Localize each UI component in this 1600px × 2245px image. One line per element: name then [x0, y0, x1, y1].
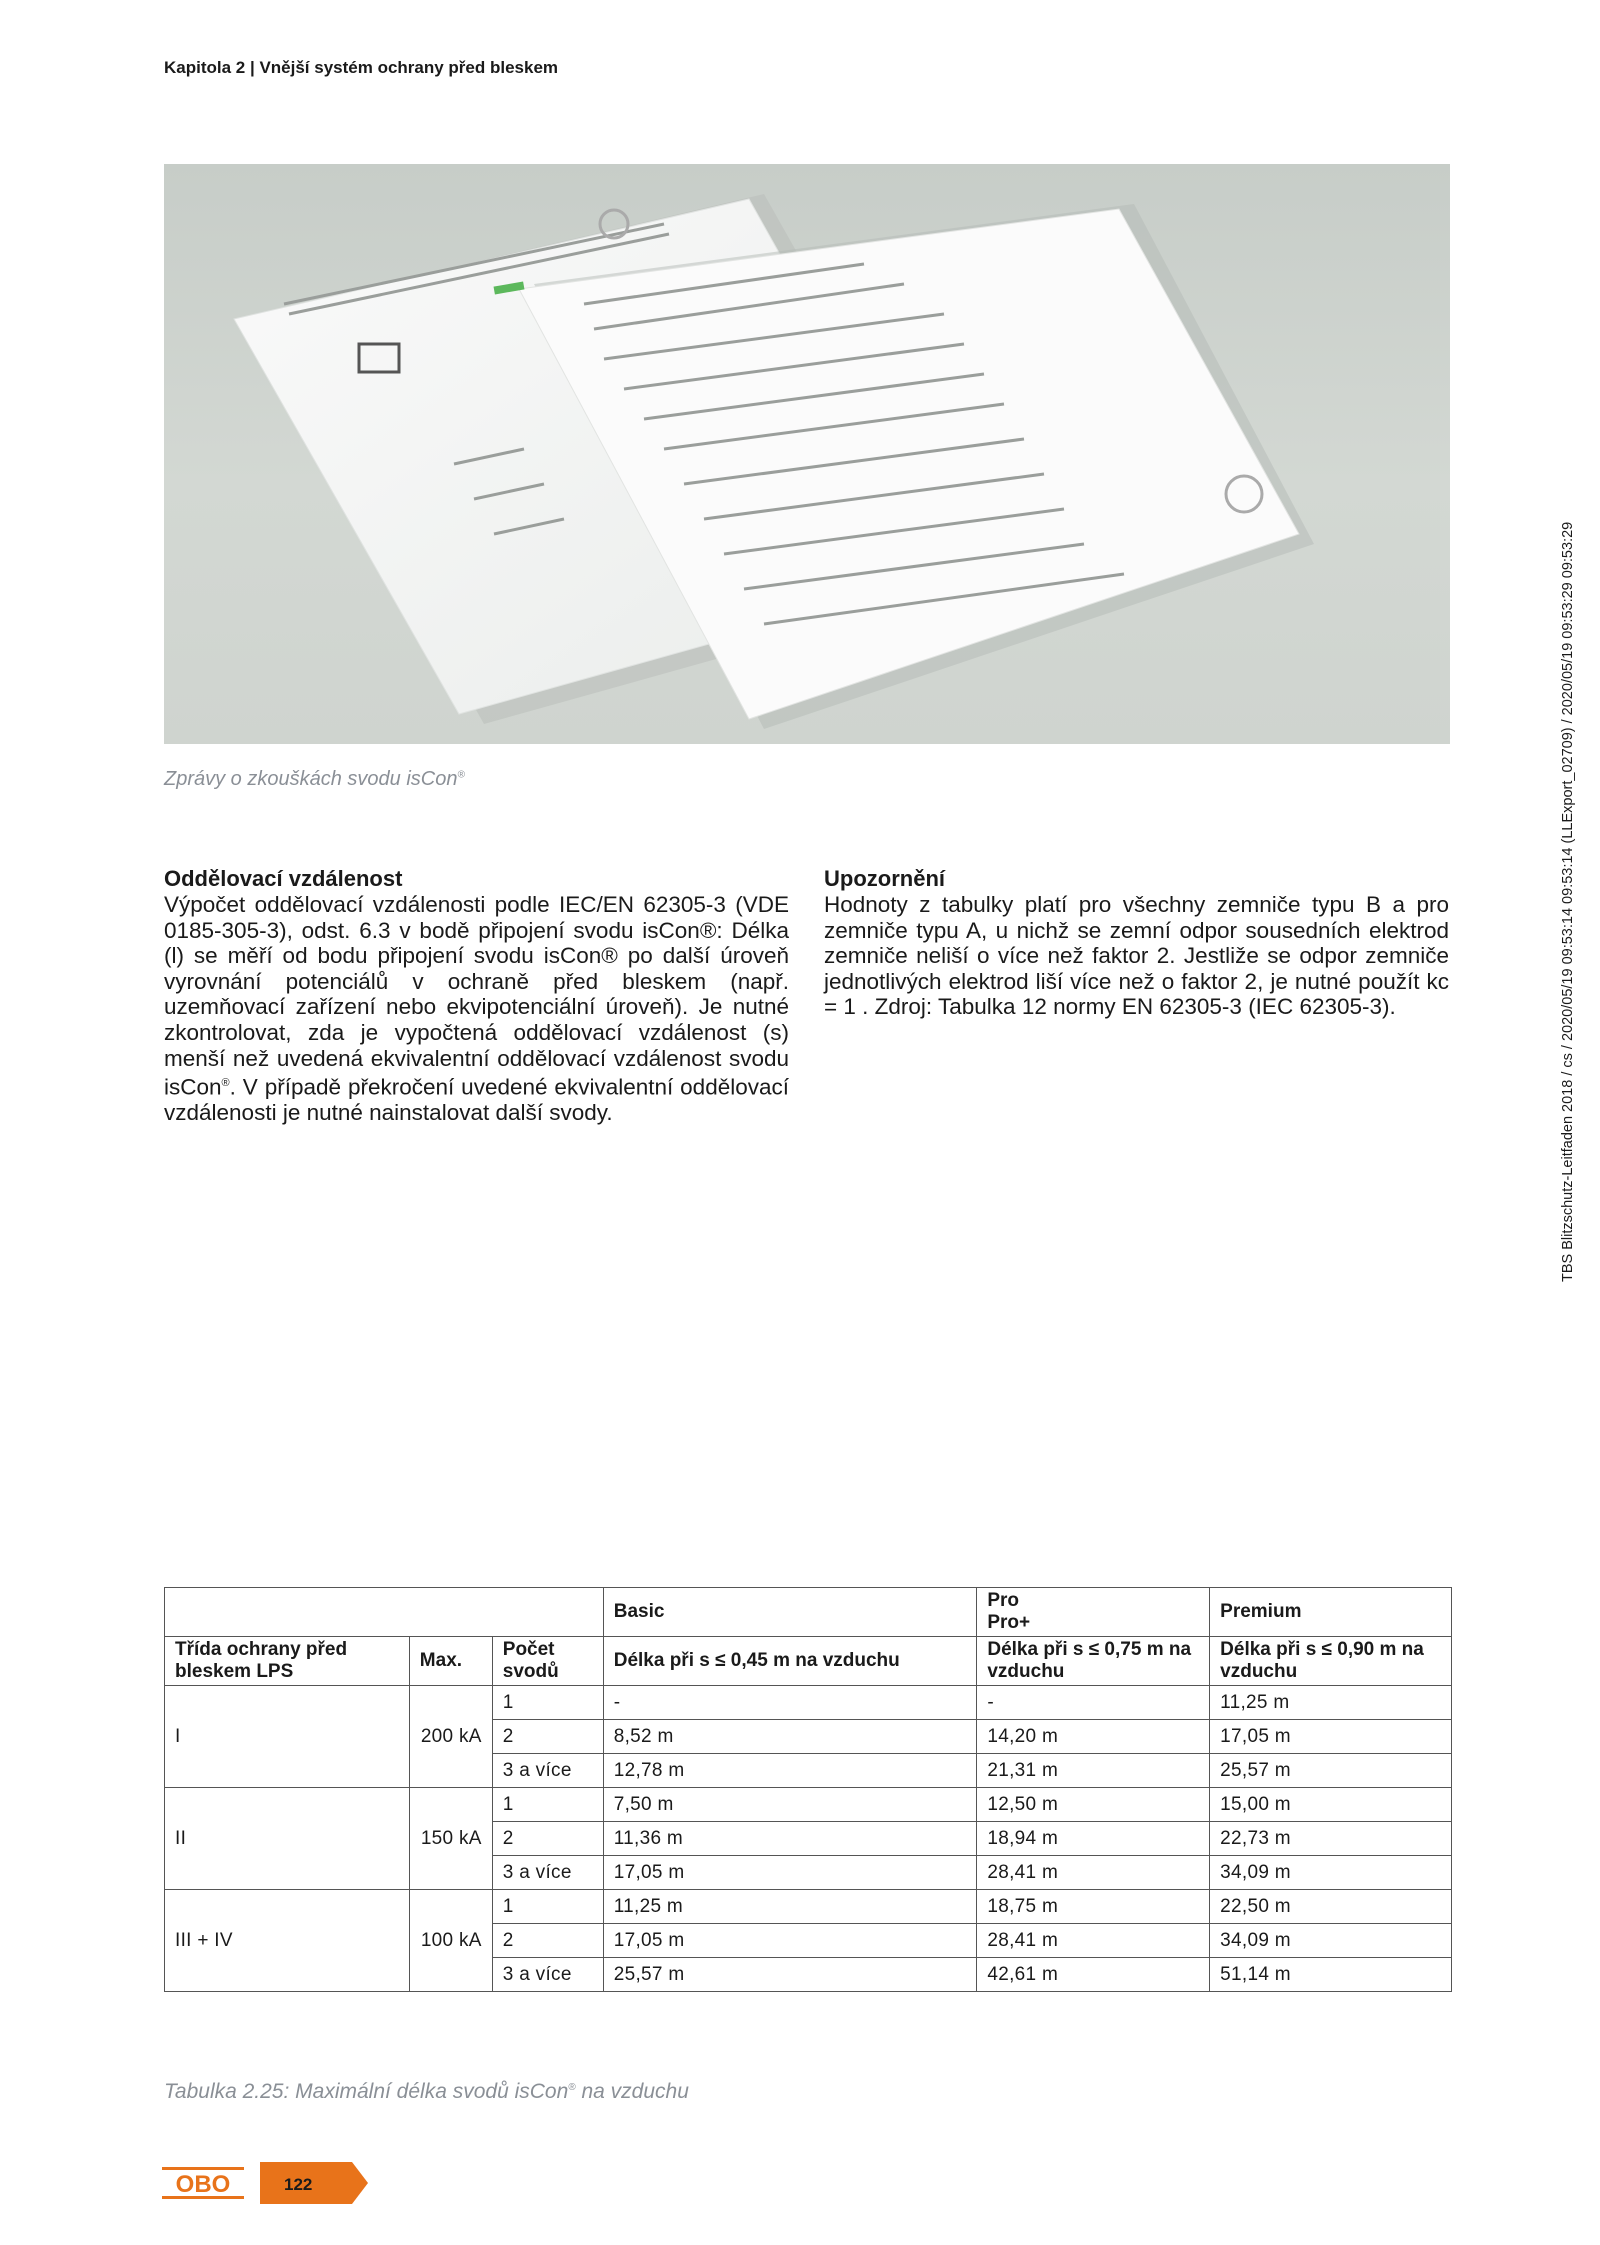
group-header-basic: Basic: [603, 1588, 977, 1637]
basic-cell: 11,36 m: [603, 1822, 977, 1856]
pro-cell: 42,61 m: [977, 1958, 1210, 1992]
table-row: [165, 1686, 1452, 1720]
pro-cell: 18,75 m: [977, 1890, 1210, 1924]
premium-cell: 22,73 m: [1210, 1822, 1452, 1856]
count-cell: 2: [492, 1822, 603, 1856]
max-current-cell: 150 kA: [409, 1788, 492, 1890]
pro-cell: 28,41 m: [977, 1856, 1210, 1890]
pro-cell: -: [977, 1686, 1210, 1720]
count-cell: 1: [492, 1890, 603, 1924]
table-caption: Tabulka 2.25: Maximální délka svodů isCon® na vzduchu: [164, 2080, 689, 2103]
table-empty-corner: [165, 1588, 604, 1637]
col-header-pro: Délka při s ≤ 0,75 m na vzduchu: [977, 1637, 1210, 1686]
pro-cell: 21,31 m: [977, 1754, 1210, 1788]
pro-cell: 14,20 m: [977, 1720, 1210, 1754]
table-row: [165, 1788, 1452, 1822]
count-cell: 1: [492, 1686, 603, 1720]
count-cell: 2: [492, 1720, 603, 1754]
separation-distance-text: Výpočet oddělovací vzdálenosti podle IEC/EN 62305-3 (VDE 0185-305-3), odst. 6.3 v bodě připojení svodu isCon®: Délka (l) se měří od bodu připojení svodu isCon® po další úroveň vyrovnání potenciálů v ochraně před bleskem (např. uzemňovací zařízení nebo ekvipotenciální úroveň). Je nutné zkontrolovat, zda je vypočtená oddělovací vzdálenost (s) menší než uvedená ekvivalentní oddělovací vzdálenost svodu isCon®. V případě překročení uvedené ekvivalentní oddělovací vzdálenosti je nutné nainstalovat další svody.: [164, 892, 789, 1126]
basic-cell: 8,52 m: [603, 1720, 977, 1754]
page-badge-shape: [260, 2162, 370, 2204]
svg-text:OBO: OBO: [175, 2171, 231, 2198]
premium-cell: 51,14 m: [1210, 1958, 1452, 1992]
test-reports-illustration: [164, 164, 1450, 744]
page-number: 122: [284, 2175, 313, 2194]
lps-class-cell: I: [165, 1686, 410, 1788]
max-current-cell: 100 kA: [409, 1890, 492, 1992]
count-cell: 1: [492, 1788, 603, 1822]
col-header-count: Počet svodů: [492, 1637, 603, 1686]
lps-class-cell: II: [165, 1788, 410, 1890]
max-length-table: [164, 1587, 1452, 1992]
photo-caption: Zprávy o zkouškách svodu isCon®: [164, 768, 465, 790]
basic-cell: 17,05 m: [603, 1924, 977, 1958]
col-header-lps: Třída ochrany před bleskem LPS: [165, 1637, 410, 1686]
basic-cell: -: [603, 1686, 977, 1720]
notice-text: Hodnoty z tabulky platí pro všechny zemniče typu B a pro zemniče typu A, u nichž se zemní odpor sousedních elektrod zemniče neliší o více než faktor 2. Jestliže se odpor zemniče jednotlivých elektrod liší více než o faktor 2, je nutné použít kc = 1 . Zdroj: Tabulka 12 normy EN 62305-3 (IEC 62305-3).: [824, 892, 1449, 1020]
basic-cell: 17,05 m: [603, 1856, 977, 1890]
separation-distance-section: [164, 866, 789, 1126]
col-header-basic: Délka při s ≤ 0,45 m na vzduchu: [603, 1637, 977, 1686]
max-current-cell: 200 kA: [409, 1686, 492, 1788]
basic-cell: 12,78 m: [603, 1754, 977, 1788]
obo-logo-icon: [160, 2163, 246, 2203]
obo-logo: [160, 2163, 246, 2208]
count-cell: 2: [492, 1924, 603, 1958]
notice-section: [824, 866, 1449, 1020]
count-cell: 3 a více: [492, 1754, 603, 1788]
lps-class-cell: III + IV: [165, 1890, 410, 1992]
premium-cell: 25,57 m: [1210, 1754, 1452, 1788]
basic-cell: 7,50 m: [603, 1788, 977, 1822]
separation-distance-heading: Oddělovací vzdálenost: [164, 866, 403, 891]
premium-cell: 17,05 m: [1210, 1720, 1452, 1754]
premium-cell: 34,09 m: [1210, 1856, 1452, 1890]
print-metadata-sidenote: TBS Blitzschutz-Leitfaden 2018 / cs / 2020/05/19 09:53:14 09:53:14 (LLExport_02709) / 2020/05/19 09:53:29 09:53:29: [1560, 521, 1576, 1282]
table-row: [165, 1890, 1452, 1924]
group-header-pro: Pro Pro+: [977, 1588, 1210, 1637]
premium-cell: 22,50 m: [1210, 1890, 1452, 1924]
notice-heading: Upozornění: [824, 866, 945, 891]
table-column-header-row: [165, 1637, 1452, 1686]
count-cell: 3 a více: [492, 1856, 603, 1890]
premium-cell: 34,09 m: [1210, 1924, 1452, 1958]
col-header-premium: Délka při s ≤ 0,90 m na vzduchu: [1210, 1637, 1452, 1686]
test-reports-photo: [164, 164, 1450, 744]
page-number-badge: [260, 2162, 370, 2209]
table-group-header-row: [165, 1588, 1452, 1637]
count-cell: 3 a více: [492, 1958, 603, 1992]
pro-cell: 18,94 m: [977, 1822, 1210, 1856]
page-header: Kapitola 2 | Vnější systém ochrany před bleskem: [164, 58, 559, 77]
pro-cell: 12,50 m: [977, 1788, 1210, 1822]
basic-cell: 25,57 m: [603, 1958, 977, 1992]
col-header-max: Max.: [409, 1637, 492, 1686]
premium-cell: 11,25 m: [1210, 1686, 1452, 1720]
pro-cell: 28,41 m: [977, 1924, 1210, 1958]
basic-cell: 11,25 m: [603, 1890, 977, 1924]
premium-cell: 15,00 m: [1210, 1788, 1452, 1822]
group-header-premium: Premium: [1210, 1588, 1452, 1637]
